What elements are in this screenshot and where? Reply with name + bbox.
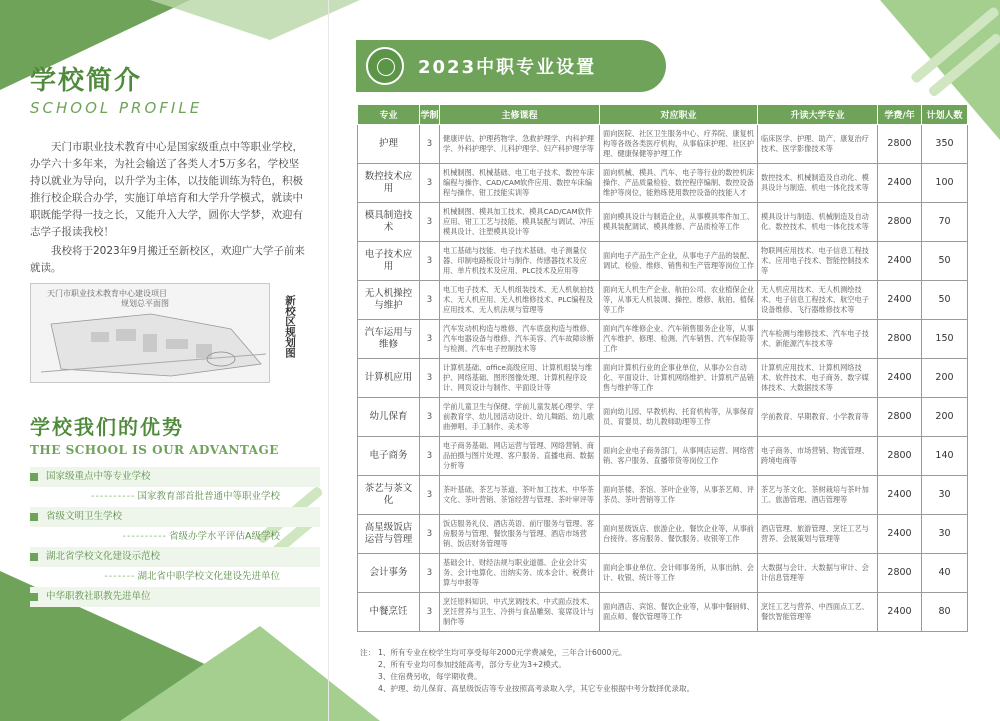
table-cell-univ: 大数据与会计、大数据与审计、会计信息管理等 xyxy=(758,554,878,593)
column-header: 专业 xyxy=(358,105,420,125)
table-cell-count: 150 xyxy=(922,320,968,359)
intro-paragraph: 天门市职业技术教育中心是国家级重点中等职业学校，办学六十多年来，为社会输送了各类人才5万多名，学校坚持以就业为导向，以升学为主体，以技能训练为特色，积极推行校企联合办学，实施订单培育和大学升学模式，就读中职既能学得一技之长，又能升入大学，圆你大学梦，欢迎有志学子报读我校！ xyxy=(30,141,303,238)
bullet-square-icon xyxy=(30,553,38,561)
advantage-title: 学校我们的优势 xyxy=(30,415,184,439)
school-logo-icon xyxy=(366,47,404,85)
advantage-item: 省级文明卫生学校 xyxy=(30,507,320,527)
table-cell-name: 幼儿保育 xyxy=(358,398,420,437)
table-cell-name: 计算机应用 xyxy=(358,359,420,398)
table-cell-courses: 电子商务基础、网店运营与管理、网络营销、商品拍摄与图片处理、客户服务、直播电商、数据分析等 xyxy=(440,437,600,476)
campus-plan-label: 新校区规划图 xyxy=(284,295,296,358)
table-cell-jobs: 面向茶楼、茶馆、茶叶企业等，从事茶艺师、评茶员、茶叶营销等工作 xyxy=(600,476,758,515)
table-cell-courses: 电工电子技术、无人机组装技术、无人机航拍技术、无人机应用、无人机维修技术、PLC编程及应用技术、无人机法规与管理等 xyxy=(440,281,600,320)
table-cell-jobs: 面向企业电子商务部门，从事网店运营、网络营销、客户服务、直播带货等岗位工作 xyxy=(600,437,758,476)
table-row xyxy=(358,476,968,515)
table-cell-univ: 模具设计与制造、机械制造及自动化、数控技术、机电一体化技术等 xyxy=(758,203,878,242)
table-cell-univ: 临床医学、护理、助产、康复治疗技术、医学影像技术等 xyxy=(758,125,878,164)
table-cell-name: 中餐烹饪 xyxy=(358,593,420,632)
campus-plan xyxy=(30,283,320,383)
column-header: 主修课程 xyxy=(440,105,600,125)
table-cell-name: 数控技术应用 xyxy=(358,164,420,203)
table-cell-univ: 数控技术、机械制造及自动化、模具设计与制造、机电一体化技术等 xyxy=(758,164,878,203)
table-cell-fee: 2800 xyxy=(878,437,922,476)
table-cell-count: 350 xyxy=(922,125,968,164)
table-cell-courses: 健康评估、护理药物学、急救护理学、内科护理学、外科护理学、儿科护理学、妇产科护理学等 xyxy=(440,125,600,164)
table-cell-courses: 饭店服务礼仪、酒店英语、前厅服务与管理、客房服务与管理、餐饮服务与管理、酒店市场营销、饭店财务管理等 xyxy=(440,515,600,554)
table-cell-univ: 无人机应用技术、无人机测绘技术、电子信息工程技术、航空电子设备维修、飞行器维修技术等 xyxy=(758,281,878,320)
table-cell-fee: 2400 xyxy=(878,164,922,203)
table-cell-univ: 茶艺与茶文化、茶树栽培与茶叶加工、旅游管理、酒店管理等 xyxy=(758,476,878,515)
table-row xyxy=(358,281,968,320)
table-cell-courses: 机械制图、模具加工技术、模具CAD/CAM软件应用、钳工工艺与技能、模具装配与调试、冲压模具设计、注塑模具设计等 xyxy=(440,203,600,242)
table-cell-count: 50 xyxy=(922,242,968,281)
table-cell-fee: 2400 xyxy=(878,359,922,398)
table-cell-jobs: 面向机械、模具、汽车、电子等行业的数控机床操作、产品质量检验、数控程序编制、数控设备维护等岗位，能熟练使用数控设备的技能人才 xyxy=(600,164,758,203)
table-cell-fee: 2800 xyxy=(878,125,922,164)
majors-header-banner xyxy=(356,40,666,92)
table-cell-years: 3 xyxy=(420,515,440,554)
table-cell-count: 30 xyxy=(922,476,968,515)
table-cell-univ: 电子商务、市场营销、物流管理、跨境电商等 xyxy=(758,437,878,476)
table-cell-years: 3 xyxy=(420,593,440,632)
table-cell-fee: 2400 xyxy=(878,593,922,632)
table-cell-count: 100 xyxy=(922,164,968,203)
table-cell-jobs: 面向汽车维修企业、汽车销售服务企业等，从事汽车维护、修理、检测、汽车销售、汽车保险等工作 xyxy=(600,320,758,359)
advantage-item: 中华职教社职教先进单位 xyxy=(30,587,320,607)
bullet-square-icon xyxy=(30,593,38,601)
table-cell-fee: 2800 xyxy=(878,320,922,359)
table-cell-jobs: 面向模具设计与制造企业，从事模具零件加工、模具装配调试、模具维修、产品质检等工作 xyxy=(600,203,758,242)
table-cell-years: 3 xyxy=(420,437,440,476)
table-cell-jobs: 面向企事业单位、会计师事务所，从事出纳、会计、收银、统计等工作 xyxy=(600,554,758,593)
table-cell-courses: 烹饪原料知识、中式烹调技术、中式面点技术、烹饪营养与卫生、冷拼与食品雕刻、宴席设计与制作等 xyxy=(440,593,600,632)
table-row xyxy=(358,125,968,164)
table-cell-name: 无人机操控与维护 xyxy=(358,281,420,320)
table-cell-univ: 烹饪工艺与营养、中西面点工艺、餐饮智能管理等 xyxy=(758,593,878,632)
note-line xyxy=(360,659,970,671)
dash-line-icon: - - - - - - - - - - xyxy=(91,491,134,502)
advantage-item-sub: - - - - - - - - - - 省级办学水平评估A级学校 xyxy=(30,527,320,547)
table-cell-name: 茶艺与茶文化 xyxy=(358,476,420,515)
table-cell-univ: 学前教育、早期教育、小学教育等 xyxy=(758,398,878,437)
majors-table-body xyxy=(358,125,968,632)
table-cell-jobs: 面向无人机生产企业、航拍公司、农业植保企业等，从事无人机装调、操控、维修、航拍、植保等工作 xyxy=(600,281,758,320)
column-header: 计划人数 xyxy=(922,105,968,125)
column-header: 对应职业 xyxy=(600,105,758,125)
table-cell-fee: 2800 xyxy=(878,203,922,242)
table-cell-years: 3 xyxy=(420,398,440,437)
table-row xyxy=(358,593,968,632)
table-cell-jobs: 面向医院、社区卫生服务中心、疗养院、康复机构等各级各类医疗机构，从事临床护理、社区护理、健康保健等护理工作 xyxy=(600,125,758,164)
bullet-square-icon xyxy=(30,513,38,521)
profile-intro xyxy=(30,139,306,277)
table-cell-years: 3 xyxy=(420,242,440,281)
table-row xyxy=(358,242,968,281)
table-cell-jobs: 面向幼儿园、早教机构、托育机构等，从事保育员、育婴员、幼儿教师助理等工作 xyxy=(600,398,758,437)
note-text: 2、所有专业均可参加技能高考，部分专业为3+2模式。 xyxy=(378,660,566,669)
table-cell-jobs: 面向酒店、宾馆、餐饮企业等，从事中餐厨师、面点师、餐饮管理等工作 xyxy=(600,593,758,632)
table-cell-count: 140 xyxy=(922,437,968,476)
school-profile-panel xyxy=(30,60,320,607)
majors-table xyxy=(357,104,968,632)
table-cell-years: 3 xyxy=(420,281,440,320)
table-cell-jobs: 面向星级饭店、旅游企业、餐饮企业等，从事前台接待、客房服务、餐饮服务、收银等工作 xyxy=(600,515,758,554)
table-cell-courses: 机械制图、机械基础、电工电子技术、数控车床编程与操作、CAD/CAM软件应用、数控车床编程与操作、钳工技能实训等 xyxy=(440,164,600,203)
table-cell-name: 汽车运用与维修 xyxy=(358,320,420,359)
intro-paragraph: 我校将于2023年9月搬迁至新校区，欢迎广大学子前来就读。 xyxy=(30,245,305,274)
table-cell-jobs: 面向电子产品生产企业，从事电子产品的装配、调试、检验、维修、销售和生产管理等岗位工作 xyxy=(600,242,758,281)
brochure-fold-line xyxy=(328,0,329,721)
column-header: 升读大学专业 xyxy=(758,105,878,125)
table-row xyxy=(358,515,968,554)
table-row xyxy=(358,203,968,242)
table-cell-univ: 汽车检测与维修技术、汽车电子技术、新能源汽车技术等 xyxy=(758,320,878,359)
table-cell-years: 3 xyxy=(420,554,440,593)
table-cell-name: 会计事务 xyxy=(358,554,420,593)
corner-decoration-bottom-light xyxy=(120,626,380,721)
advantage-item: 国家级重点中等专业学校 xyxy=(30,467,320,487)
table-cell-courses: 基础会计、财经法规与职业道德、企业会计实务、会计电算化、出纳实务、成本会计、税费计算与申报等 xyxy=(440,554,600,593)
note-text: 1、所有专业在校学生均可享受每年2000元学费减免，三年合计6000元。 xyxy=(378,648,627,657)
notes-section xyxy=(360,647,970,695)
note-text: 3、住宿费另收，每学期收费。 xyxy=(378,672,482,681)
advantage-list xyxy=(30,467,320,607)
table-row xyxy=(358,398,968,437)
table-cell-years: 3 xyxy=(420,164,440,203)
table-cell-count: 200 xyxy=(922,398,968,437)
table-cell-name: 模具制造技术 xyxy=(358,203,420,242)
table-row xyxy=(358,437,968,476)
notes-label: 注： xyxy=(360,648,376,657)
table-row xyxy=(358,359,968,398)
table-cell-years: 3 xyxy=(420,476,440,515)
table-cell-univ: 物联网应用技术、电子信息工程技术、应用电子技术、智能控制技术等 xyxy=(758,242,878,281)
table-row xyxy=(358,554,968,593)
table-cell-fee: 2400 xyxy=(878,281,922,320)
table-cell-name: 电子商务 xyxy=(358,437,420,476)
table-cell-count: 30 xyxy=(922,515,968,554)
campus-map-caption-2: 规划总平面图 xyxy=(121,299,169,308)
table-cell-courses: 汽车发动机构造与维修、汽车底盘构造与维修、汽车电器设备与维修、汽车美容、汽车故障诊断与检测、汽车电子控制技术等 xyxy=(440,320,600,359)
table-cell-fee: 2400 xyxy=(878,476,922,515)
column-header: 学费/年 xyxy=(878,105,922,125)
note-line xyxy=(360,647,970,659)
profile-title-en: SCHOOL PROFILE xyxy=(30,99,203,117)
table-cell-courses: 学前儿童卫生与保健、学前儿童发展心理学、学前教育学、幼儿园活动设计、幼儿舞蹈、幼儿歌曲弹唱、手工制作、美术等 xyxy=(440,398,600,437)
table-cell-count: 200 xyxy=(922,359,968,398)
table-cell-fee: 2800 xyxy=(878,554,922,593)
table-cell-years: 3 xyxy=(420,320,440,359)
table-cell-univ: 酒店管理、旅游管理、烹饪工艺与营养、会展策划与管理等 xyxy=(758,515,878,554)
table-cell-count: 70 xyxy=(922,203,968,242)
table-cell-count: 80 xyxy=(922,593,968,632)
table-row xyxy=(358,320,968,359)
table-cell-years: 3 xyxy=(420,203,440,242)
table-cell-univ: 计算机应用技术、计算机网络技术、软件技术、电子商务、数字媒体技术、大数据技术等 xyxy=(758,359,878,398)
note-line xyxy=(360,683,970,695)
table-cell-name: 高星级饭店运营与管理 xyxy=(358,515,420,554)
campus-map-caption: 天门市职业技术教育中心建设项目 xyxy=(47,289,167,298)
majors-title: 2023中职专业设置 xyxy=(418,57,597,78)
table-cell-courses: 茶叶基础、茶艺与茶道、茶叶加工技术、中华茶文化、茶叶营销、茶馆经营与管理、茶叶审评等 xyxy=(440,476,600,515)
table-cell-courses: 计算机基础、office高级应用、计算机组装与维护、网络基础、图形图像处理、计算机程序设计、网页设计与制作、平面设计等 xyxy=(440,359,600,398)
table-cell-jobs: 面向计算机行业的企事业单位，从事办公自动化、平面设计、计算机网络维护、计算机产品销售与维护等工作 xyxy=(600,359,758,398)
dash-line-icon: - - - - - - - xyxy=(104,571,134,582)
table-cell-name: 电子技术应用 xyxy=(358,242,420,281)
table-row xyxy=(358,164,968,203)
table-cell-count: 40 xyxy=(922,554,968,593)
profile-title: 学校简介 xyxy=(30,66,143,96)
table-cell-name: 护理 xyxy=(358,125,420,164)
bullet-square-icon xyxy=(30,473,38,481)
table-cell-count: 50 xyxy=(922,281,968,320)
table-cell-fee: 2800 xyxy=(878,398,922,437)
advantage-item-sub: - - - - - - - 湖北省中职学校文化建设先进单位 xyxy=(30,567,320,587)
campus-map-drawing xyxy=(31,284,269,382)
table-cell-courses: 电工基础与技能、电子技术基础、电子测量仪器、印制电路板设计与制作、传感器技术及应用、单片机技术及应用、PLC技术及应用等 xyxy=(440,242,600,281)
table-cell-years: 3 xyxy=(420,125,440,164)
note-line xyxy=(360,671,970,683)
advantage-item: 湖北省学校文化建设示范校 xyxy=(30,547,320,567)
table-cell-fee: 2400 xyxy=(878,242,922,281)
advantage-item-sub: - - - - - - - - - - 国家教育部首批普通中等职业学校 xyxy=(30,487,320,507)
table-header-row xyxy=(358,105,968,125)
table-cell-fee: 2400 xyxy=(878,515,922,554)
table-cell-years: 3 xyxy=(420,359,440,398)
note-text: 4、护理、幼儿保育、高星级饭店等专业按照高考录取入学，其它专业根据中考分数择优录取。 xyxy=(378,684,695,693)
campus-map-image xyxy=(30,283,270,383)
advantage-title-en: THE SCHOOL IS OUR ADVANTAGE xyxy=(30,443,279,457)
dash-line-icon: - - - - - - - - - - xyxy=(122,531,165,542)
column-header: 学制 xyxy=(420,105,440,125)
